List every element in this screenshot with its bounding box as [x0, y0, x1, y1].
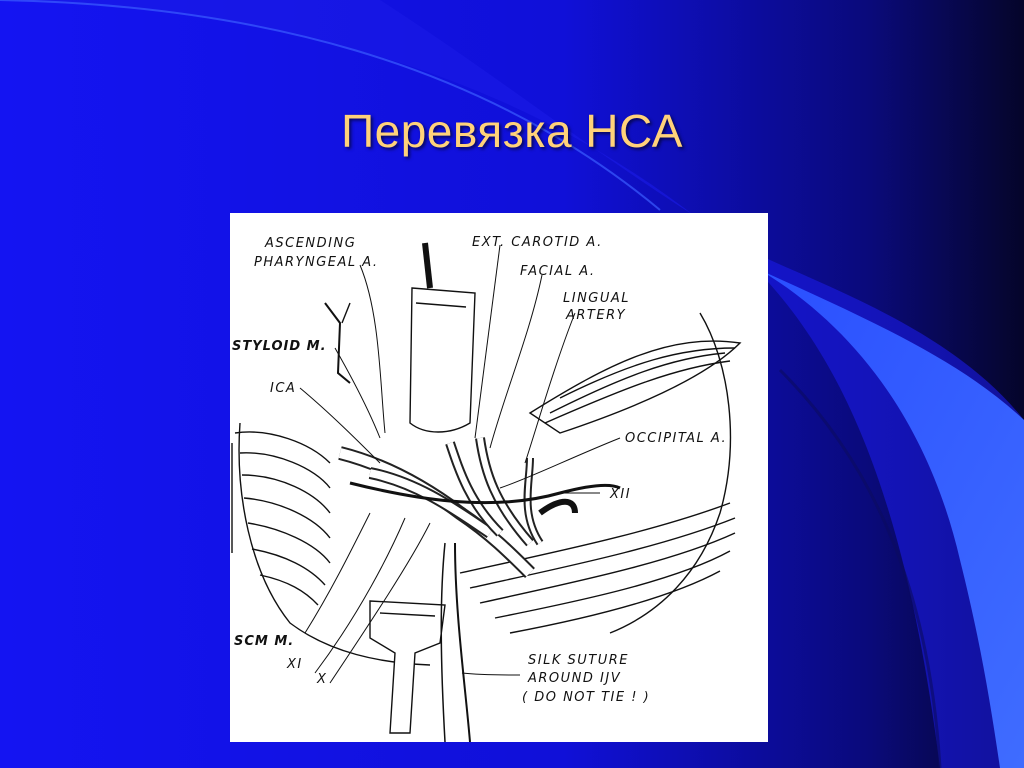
scm-muscle — [232, 432, 330, 605]
label-occipital: OCCIPITAL A. — [625, 431, 728, 446]
label-facial: FACIAL A. — [520, 264, 596, 279]
label-artery: ARTERY — [566, 308, 627, 323]
label-lingual: LINGUAL — [563, 291, 631, 306]
label-ica: ICA — [270, 381, 297, 396]
label-pharyngeal: PHARYNGEAL A. — [254, 255, 379, 270]
label-styloid: STYLOID M. — [232, 339, 327, 354]
label-silk-suture: SILK SUTURE — [528, 653, 629, 668]
label-do-not-tie: ( DO NOT TIE ! ) — [522, 690, 651, 705]
label-xii: XII — [610, 487, 632, 502]
label-ext-carotid: EXT. CAROTID A. — [472, 235, 603, 250]
digastric-muscle — [530, 341, 740, 433]
label-scm: SCM M. — [234, 634, 295, 649]
upper-retractor — [410, 243, 475, 432]
slide-title: Перевязка НСА — [341, 105, 683, 157]
label-x: X — [317, 672, 328, 687]
label-around-ijv: AROUND IJV — [528, 671, 622, 686]
lower-muscle — [460, 503, 735, 633]
wound-edge-right — [610, 313, 730, 633]
label-xi: XI — [287, 657, 303, 672]
lower-retractor — [370, 601, 445, 733]
anatomy-illustration — [230, 213, 768, 742]
label-ascending: ASCENDING — [265, 236, 357, 251]
